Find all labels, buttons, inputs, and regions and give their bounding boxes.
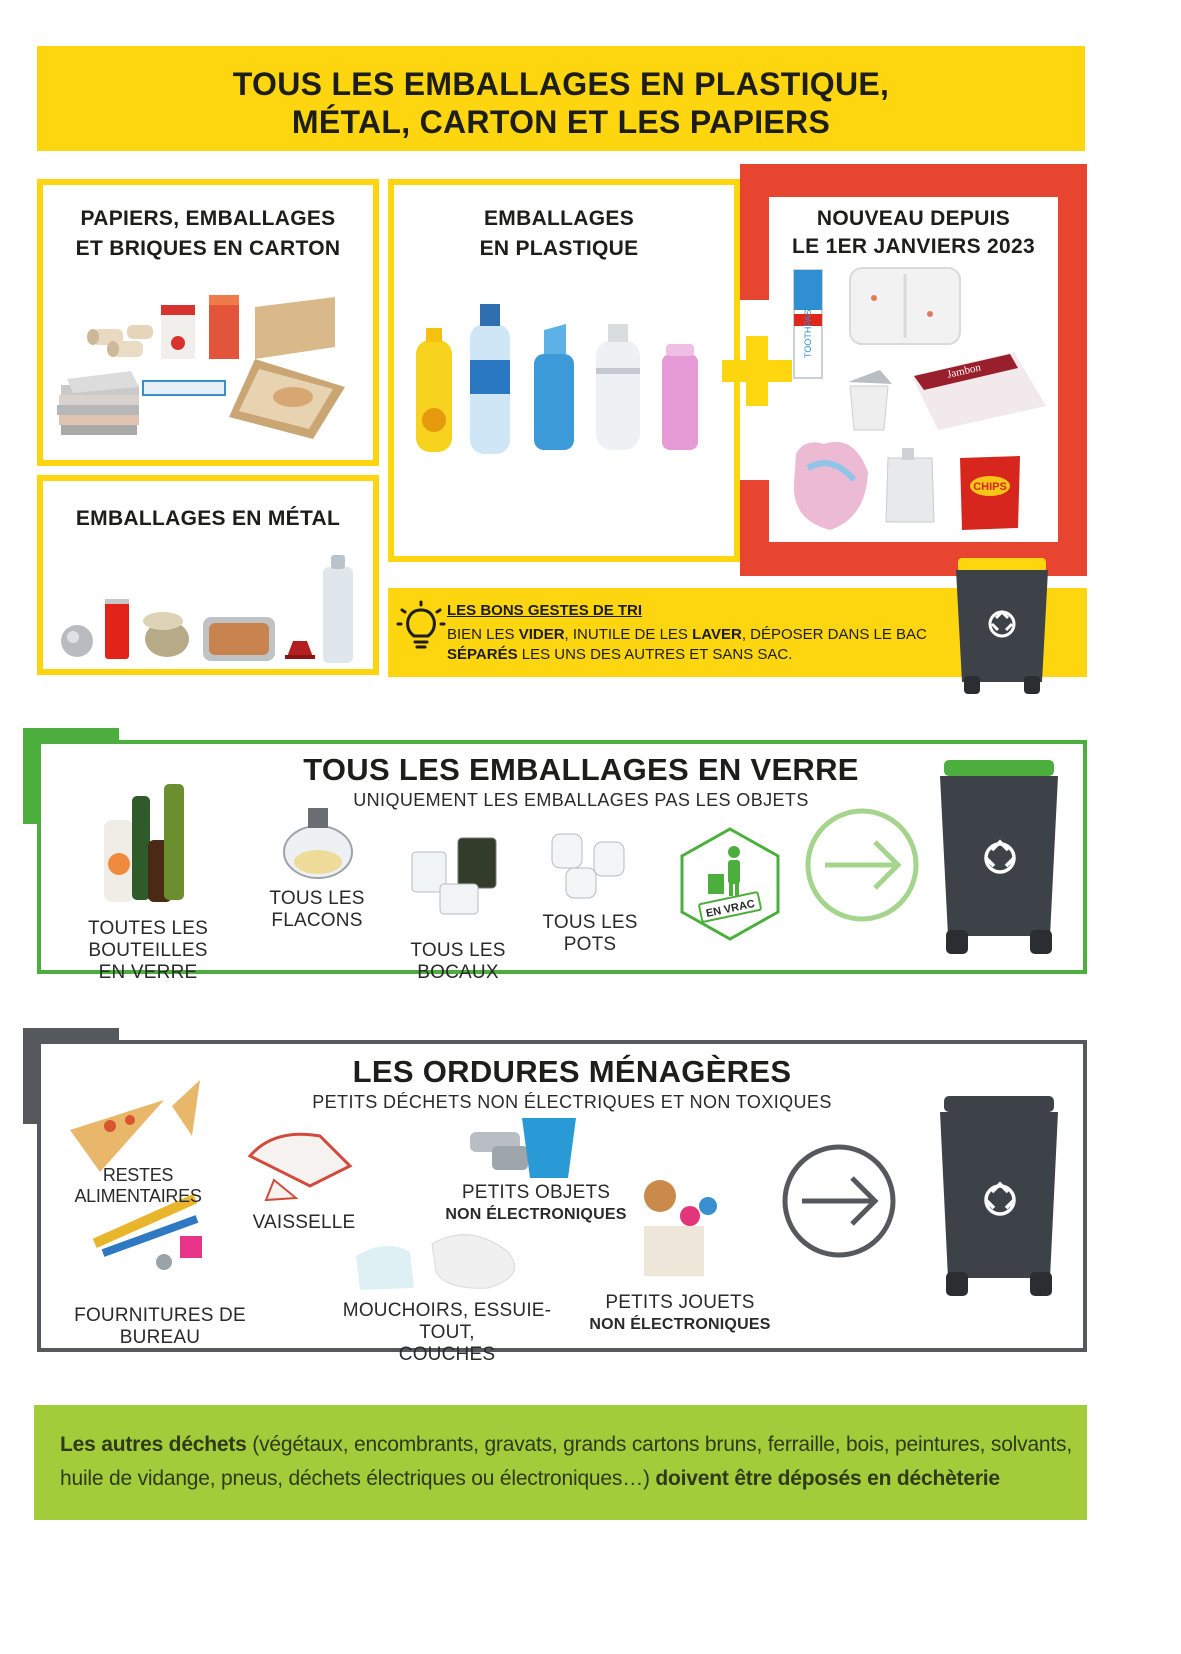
ham-packaging-icon — [912, 352, 1046, 430]
yellow-lid-bin-icon — [952, 556, 1052, 698]
new-box-title-line1: NOUVEAU DEPUIS — [816, 207, 1011, 230]
chips-bag-icon — [960, 456, 1020, 530]
newspaper-stack-icon — [57, 371, 139, 435]
new-items-illustration — [784, 258, 1054, 538]
toothpaste-tube-icon — [794, 270, 822, 378]
green-lid-bin-icon — [936, 758, 1062, 958]
glass-subtitle: UNIQUEMENT LES EMBALLAGES PAS LES OBJETS — [353, 790, 809, 810]
toothpaste-label: TOOTHPASTE — [803, 297, 813, 358]
banner-title-line2: MÉTAL, CARTON ET LES PAPIERS — [291, 104, 831, 140]
water-bottle-icon — [470, 304, 510, 454]
broken-plate-icon — [250, 1134, 350, 1200]
plastic-box-title-line2: EN PLASTIQUE — [479, 237, 639, 260]
glass-arrow-icon — [803, 806, 921, 924]
metal-box — [37, 475, 379, 675]
pouch-icon — [886, 448, 934, 522]
shampoo-bottle-icon — [662, 344, 698, 450]
plastic-bag-icon — [794, 442, 868, 530]
paper-box-title-line1: PAPIERS, EMBALLAGES — [80, 207, 336, 230]
oil-bottle-icon — [416, 328, 452, 452]
footer-banner — [34, 1405, 1087, 1520]
jouets-label: PETITS JOUETS NON ÉLECTRONIQUES — [589, 1292, 771, 1333]
glass-jars-icon — [412, 838, 496, 914]
meal-tray-icon — [850, 268, 960, 344]
tips-heading: LES BONS GESTES DE TRI — [447, 602, 643, 619]
toilet-cleaner-icon — [534, 324, 574, 450]
plastic-items-illustration — [394, 290, 734, 490]
diaper-and-tissue-icon — [356, 1235, 515, 1290]
grey-lid-bin-icon — [936, 1094, 1062, 1302]
pots-label: TOUS LES POTS — [542, 912, 638, 955]
perfume-flacon-icon — [284, 808, 352, 878]
new-box-title-line2: LE 1ER JANVIERS 2023 — [792, 235, 1035, 258]
en-vrac-badge-icon — [678, 826, 782, 942]
aluminium-tray-icon — [203, 617, 275, 661]
foil-ball-icon — [61, 625, 93, 657]
en-vrac-label: EN VRAC — [704, 897, 756, 920]
carton-brick-icon — [161, 295, 239, 359]
paper-box — [37, 179, 379, 466]
objets-label: PETITS OBJETS NON ÉLECTRONIQUES — [445, 1182, 627, 1223]
coffee-capsule-icon — [285, 641, 315, 659]
top-banner — [37, 46, 1085, 151]
aerosol-can-icon — [323, 555, 353, 663]
paper-items-illustration — [43, 275, 373, 455]
chips-label: CHIPS — [973, 481, 1007, 493]
ordures-subtitle: PETITS DÉCHETS NON ÉLECTRIQUES ET NON TOXIQUES — [312, 1092, 832, 1112]
tips-line2: SÉPARÉS LES UNS DES AUTRES ET SANS SAC. — [447, 646, 793, 663]
yogurt-pot-icon — [848, 370, 892, 430]
tips-line1: BIEN LES VIDER, INUTILE DE LES LAVER, DÉPOSER DANS LE BAC — [447, 626, 927, 643]
restes-label: RESTES ALIMENTAIRES — [74, 1165, 202, 1206]
flacons-label: TOUS LES FLACONS — [269, 888, 365, 931]
metal-items-illustration — [43, 547, 373, 667]
milk-bottle-icon — [596, 324, 640, 450]
pots-and-bucket-icon — [470, 1118, 576, 1178]
paper-box-title-line2: ET BRIQUES EN CARTON — [75, 237, 341, 260]
jambon-label: Jambon — [945, 361, 983, 381]
footer-line2: huile de vidange, pneus, déchets électriques ou électroniques…) doivent être déposés en déchèterie — [60, 1467, 1000, 1490]
glass-pots-icon — [552, 834, 624, 898]
toys-icon — [644, 1180, 717, 1276]
ordures-title: LES ORDURES MÉNAGÈRES — [352, 1054, 792, 1089]
bottles-label: TOUTES LES BOUTEILLES EN VERRE — [88, 918, 208, 983]
banner-title-line1: TOUS LES EMBALLAGES EN PLASTIQUE, — [232, 66, 890, 102]
glass-title: TOUS LES EMBALLAGES EN VERRE — [303, 752, 859, 787]
tin-can-icon — [143, 612, 189, 657]
lightbulb-icon — [396, 600, 446, 654]
mouchoirs-label: MOUCHOIRS, ESSUIE-TOUT, COUCHES — [342, 1300, 552, 1365]
pizza-box-icon — [229, 297, 345, 439]
metal-box-title: EMBALLAGES EN MÉTAL — [75, 507, 341, 530]
toothpaste-box-icon — [143, 381, 225, 395]
cardboard-roll-icon — [87, 325, 153, 357]
glass-items-illustration — [90, 780, 710, 920]
bocaux-label: TOUS LES BOCAUX — [410, 940, 506, 983]
plastic-box-title-line1: EMBALLAGES — [484, 207, 634, 230]
ordures-arrow-icon — [780, 1142, 898, 1260]
footer-line1: Les autres déchets (végétaux, encombrants, gravats, grands cartons bruns, ferraille, bois, peintures, solvants, — [60, 1433, 1072, 1456]
vaisselle-label: VAISSELLE — [252, 1212, 356, 1233]
soda-can-icon — [105, 599, 129, 659]
fournitures-label: FOURNITURES DE BUREAU — [74, 1305, 246, 1348]
pizza-slice-icon — [70, 1080, 200, 1172]
glass-bottles-icon — [104, 784, 184, 902]
plastic-box — [388, 179, 740, 562]
